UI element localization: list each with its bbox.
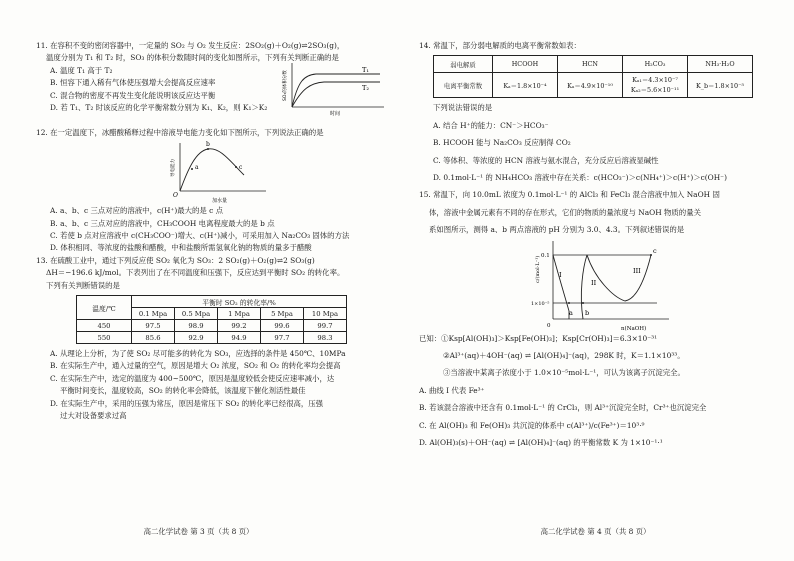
q15-option-a: A. 曲线 I 代表 Fe³⁺ [419, 385, 485, 395]
q15-y-tick-0.1: 0.1 [541, 252, 550, 259]
q12-point-b [207, 148, 209, 150]
q14-row-label: 电离平衡常数 [434, 73, 493, 98]
table-cell: 99.2 [218, 320, 261, 332]
q14-option-b: B. HCOOH 能与 Na₂CO₃ 反应制得 CO₂ [433, 138, 571, 148]
q14-head-2: HCN [558, 56, 623, 73]
q15-point-c [650, 254, 652, 256]
q15-point-a [568, 302, 570, 304]
table-cell: 94.9 [218, 332, 261, 344]
q13-col-4: 5 Mpa [261, 308, 304, 320]
q15-option-c: C. 在 Al(OH)₃ 和 Fe(OH)₃ 共沉淀的体系中 c(Al³⁺)/c(Fe³⁺)＝10³·⁹ [419, 420, 645, 430]
q15-option-b: B. 若该混合溶液中还含有 0.1mol·L⁻¹ 的 CrCl₃，则 Al³⁺沉淀完全时，Cr³⁺也沉淀完全 [419, 403, 707, 413]
q13-stem-line1: 13. 在硫酸工业中，通过下列反应使 SO₂ 氧化为 SO₃：2 SO₂(g)＋O₂(g)⇌2 SO₃(g) [36, 255, 315, 265]
q15-curve-I [553, 255, 569, 319]
q11-option-d: D. 若 T₁、T₂ 时该反应的化学平衡常数分别为 K₁、K₂，则 K₁＞K₂ [50, 103, 268, 113]
table-cell: 98.9 [175, 320, 218, 332]
q13-stem-line3: 下列有关判断错误的是 [46, 280, 120, 290]
q14-k-h2co3-1: Kₐ₁＝4.3×10⁻⁷ [632, 76, 678, 85]
q14-option-c: C. 等体积、等浓度的 HCN 溶液与氨水混合，充分反应后溶液显碱性 [433, 155, 659, 165]
q11-option-c: C. 混合物的密度不再发生变化能说明该反应达平衡 [50, 90, 216, 100]
q11-option-b: B. 恒容下通入稀有气体使压强增大会提高反应速率 [50, 78, 216, 88]
q15-y-tick-1e-5: 1×10⁻⁵ [531, 300, 550, 307]
q14-head-1: HCOOH [493, 56, 558, 73]
q13-option-b: B. 在实际生产中，通入过量的空气，原因是增大 O₂ 浓度，SO₂ 和 O₂ 的转化率均会提高 [50, 361, 341, 371]
q14-k-hcn: Kₐ＝4.9×10⁻¹⁰ [558, 73, 623, 98]
table-cell: 97.7 [261, 332, 304, 344]
right-footer: 高二化学试卷 第 4 页（共 8 页） [540, 527, 651, 536]
q13-col-1: 0.1 Mpa [132, 308, 175, 320]
q15-point-b [582, 302, 584, 304]
q15-label-III: III [633, 266, 641, 275]
q13-option-a: A. 从理论上分析，为了使 SO₂ 尽可能多的转化为 SO₃，应选择的条件是 450℃、10MPa [50, 349, 346, 359]
q15-known-1: 已知：①Ksp[Al(OH)₃]＞Ksp[Fe(OH)₃]；Ksp[Cr(OH)₃]＝6.3×10⁻³¹ [419, 333, 658, 343]
q14-k-h2co3 [623, 73, 688, 98]
table-cell: 92.9 [175, 332, 218, 344]
q14-option-a: A. 结合 H⁺的能力：CN⁻＞HCO₃⁻ [433, 120, 549, 130]
q11-label-t2: T₂ [362, 83, 369, 92]
q12-label-a: a [195, 164, 199, 172]
q13-option-c-cont: 平衡时间变长，温度较高，SO₂ 的转化率会降低，该温度下催化剂活性最佳 [60, 386, 306, 396]
q12-graph [166, 139, 276, 205]
q15-stem-line1: 15. 常温下，向 10.0mL 浓度为 0.1mol·L⁻¹ 的 AlCl₃ 和 FeCl₃ 混合溶液中加入 NaOH 固 [419, 190, 720, 200]
q15-origin: 0 [547, 322, 551, 329]
q13-col-5: 10 Mpa [304, 308, 347, 320]
q13-table-header: 平衡时 SO₂ 的转化率/% [132, 296, 347, 308]
q15-known-3: ③当溶液中某离子浓度小于 1.0×10⁻⁵mol·L⁻¹，可认为该离子沉淀完全。 [443, 368, 685, 378]
q11-label-t1: T₁ [362, 65, 369, 74]
table-row [77, 320, 347, 332]
q11-x-label: 时间 [330, 110, 341, 117]
right-page [397, 0, 794, 561]
q13-col-2: 0.5 Mpa [175, 308, 218, 320]
q14-k-nh3: K_b＝1.8×10⁻⁵ [688, 73, 753, 98]
q11-stem-line2: 温度分别为 T₁ 和 T₂ 时，SO₃ 的体积分数随时间的变化如图所示，下列有关判断正确的是 [46, 53, 339, 63]
table-cell: 97.5 [132, 320, 175, 332]
q13-stem-line2: ΔH＝−196.6 kJ/mol。下表列出了在不同温度和压强下，反应达到平衡时 SO₂ 的转化率。 [46, 268, 345, 278]
q15-label-II: II [591, 278, 597, 287]
q12-stem: 12. 在一定温度下，冰醋酸稀释过程中溶液导电能力变化如下图所示，下列说法正确的是 [36, 127, 324, 137]
q14-option-d: D. 0.1mol·L⁻¹ 的 NH₄HCO₃ 溶液中存在关系：c(HCO₃⁻)＞c(NH₄⁺)＞c(H⁺)＞c(OH⁻) [433, 173, 727, 183]
q13-option-c: C. 在实际生产中，选定的温度为 400~500℃，原因是温度较低会使反应速率减小，达 [50, 373, 335, 383]
q15-graph [529, 237, 679, 333]
table-cell: 98.3 [304, 332, 347, 344]
q13-row2-temp: 550 [77, 332, 132, 344]
table-cell: 99.6 [261, 320, 304, 332]
q13-option-d: D. 在实际生产中，采用的压强为常压，原因是常压下 SO₂ 的转化率已经很高，压强 [50, 398, 324, 408]
q12-option-d: D. 体积相同、等浓度的盐酸和醋酸，中和盐酸所需氢氧化钠的物质的量多于醋酸 [50, 243, 312, 253]
q12-option-c: C. 若使 b 点对应溶液中 c(CH₃COO⁻)增大、c(H⁺)减小，可采用加入 Na₂CO₃ 固体的方法 [50, 231, 350, 241]
q11-graph [280, 59, 390, 117]
q12-point-a [191, 168, 193, 170]
q13-col-3: 1 Mpa [218, 308, 261, 320]
table-cell: 85.6 [132, 332, 175, 344]
q15-stem-line3: 系如图所示，测得 a、b 两点溶液的 pH 分别为 3.0、4.3。下列叙述错误的是 [429, 225, 685, 235]
q12-option-b: B. a、b、c 三点对应的溶液中，CH₃COOH 电离程度最大的是 b 点 [50, 218, 275, 228]
q13-option-d-cont: 过大对设备要求过高 [60, 411, 127, 421]
q12-label-b: b [206, 141, 210, 149]
q11-stem-line1: 11. 在容积不变的密闭容器中，一定量的 SO₂ 与 O₂ 发生反应：2SO₂(g)＋O₂(g)⇌2SO₃(g)， [36, 41, 345, 50]
q14-k-h2co3-2: Kₐ₂＝5.6×10⁻¹¹ [630, 86, 680, 95]
q15-x-label: n(NaOH) [621, 325, 647, 332]
q15-stem-line2: 体，溶液中金属元素有不同的存在形式，它们的物质的量浓度与 NaOH 物质的量关 [429, 207, 701, 217]
q14-head-4: NH₃·H₂O [688, 56, 753, 73]
q11-options-block [36, 65, 383, 127]
table-row [77, 332, 347, 344]
table-cell: 99.7 [304, 320, 347, 332]
q13-row1-temp: 450 [77, 320, 132, 332]
q11-y-label: SO₃的体积分数 [283, 70, 288, 101]
q14-stem: 14. 常温下，部分弱电解质的电离平衡常数如表： [419, 41, 581, 50]
q15-curve-III [587, 255, 651, 301]
q12-label-c: c [239, 164, 243, 172]
q15-label-c: c [653, 246, 657, 255]
q15-y-label: c/(mol·L⁻¹) [535, 255, 541, 283]
q14-stem2: 下列说法错误的是 [433, 103, 493, 113]
q12-x-label: 加水量 [212, 198, 228, 205]
q12-curve [180, 149, 244, 191]
q12-y-label: 导电能力 [171, 159, 176, 178]
q15-label-I: I [559, 270, 562, 279]
q14-head-3: H₂CO₃ [623, 56, 688, 73]
q15-option-d: D. Al(OH)₃(s)＋OH⁻(aq) ⇌ [Al(OH)₄]⁻(aq) 的平衡常数 K 为 1×10⁻¹·¹ [419, 438, 663, 448]
q15-label-a: a [569, 308, 573, 317]
q15-label-b: b [585, 308, 590, 317]
q14-table [433, 55, 753, 98]
q11-option-a: A. 温度 T₁ 高于 T₂ [50, 65, 113, 75]
q15-known-2: ②Al³⁺(aq)＋4OH⁻(aq) ⇌ [Al(OH)₄]⁻(aq)，298K 时，K＝1.1×10³³。 [443, 351, 685, 361]
q12-point-c [235, 166, 237, 168]
q13-table-corner: 温度/℃ [77, 296, 132, 320]
q12-origin: O [173, 192, 178, 200]
q13-table [76, 295, 347, 344]
q14-head-0: 弱电解质 [434, 56, 493, 73]
left-footer: 高二化学试卷 第 3 页（共 8 页） [143, 527, 254, 536]
q14-k-hcooh: Kₐ＝1.8×10⁻⁴ [493, 73, 558, 98]
q12-option-a: A. a、b、c 三点对应的溶液中，c(H⁺)最大的是 c 点 [50, 206, 224, 216]
